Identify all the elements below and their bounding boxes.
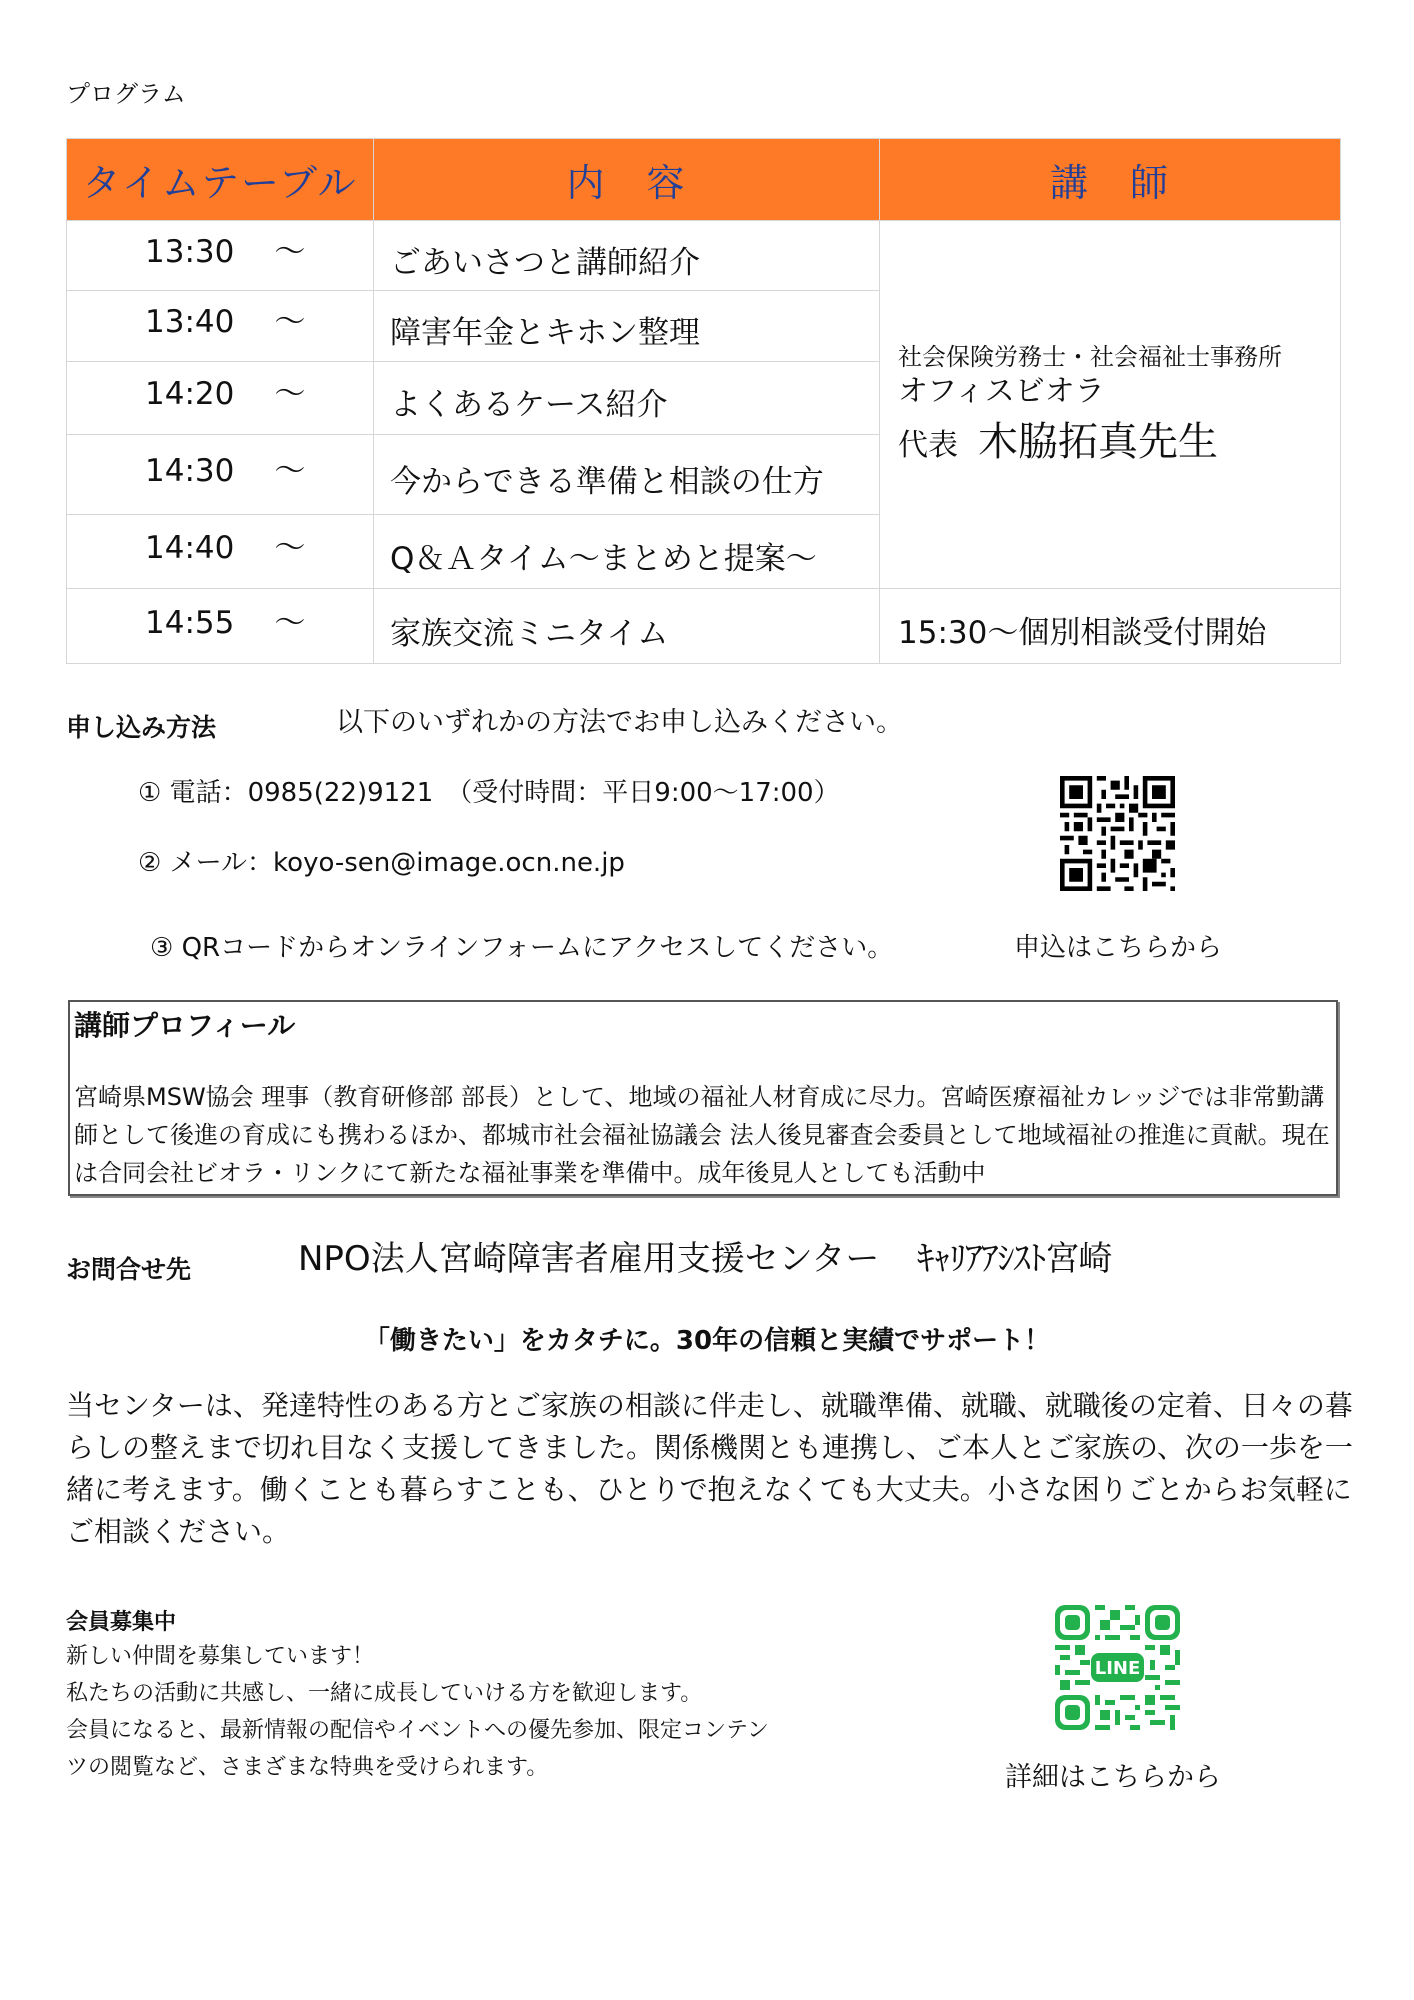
application-phone: ① 電話：0985(22)9121 （受付時間：平日9:00～17:00） — [138, 778, 840, 808]
members-text — [66, 1638, 896, 1786]
header-time: タイムテーブル — [67, 139, 374, 221]
lecturer-cell — [880, 220, 1341, 589]
members-title: 会員募集中 — [66, 1610, 177, 1635]
header-content: 内 容 — [374, 139, 880, 221]
contact-org-kana: ｷｬﾘｱｱｼｽﾄ宮崎 — [917, 1239, 1112, 1279]
application-label: 申し込み方法 — [66, 713, 217, 742]
lecturer-office: オフィスビオラ — [898, 373, 1105, 409]
profile-text: 宮崎県MSW協会 理事（教育研修部 部長）として、地域の福祉人材育成に尽力。宮崎医療福祉カレッジでは非常勤講師として後進の育成にも携わるほか、都城市社会福祉協議会 法人後見審査会委員として地域福祉の推進に貢献。現在は合同会社ビオラ・リンクにて新たな福祉事業を準備中。成年後見人としても活動中 — [74, 1083, 1330, 1187]
time-cell: 14:40 ～ — [67, 514, 374, 589]
time-cell: 14:30 ～ — [67, 435, 374, 515]
members-line: ツの閲覧など、さまざまな特典を受けられます。 — [66, 1755, 549, 1780]
table-row — [67, 589, 1341, 664]
application-mail: ② メール：koyo-sen@image.ocn.ne.jp — [138, 848, 625, 878]
contact-org-name: NPO法人宮崎障害者雇用支援センター — [298, 1239, 880, 1279]
members-line: 私たちの活動に共感し、一緒に成長していける方を歓迎します。 — [66, 1681, 703, 1706]
content-cell: 今からできる準備と相談の仕方 — [374, 435, 880, 515]
content-cell: よくあるケース紹介 — [374, 361, 880, 435]
table-row — [67, 220, 1341, 291]
content-cell: ごあいさつと講師紹介 — [374, 220, 880, 291]
contact-label: お問合せ先 — [66, 1255, 192, 1284]
time-cell: 13:30 ～ — [67, 220, 374, 291]
application-qr: ③ QRコードからオンラインフォームにアクセスしてください。 — [150, 933, 894, 963]
members-qr-caption: 詳細はこちらから — [1005, 1762, 1221, 1793]
content-cell: 障害年金とキホン整理 — [374, 291, 880, 362]
lecturer-profile-box — [68, 1000, 1338, 1196]
lecturer-org: 社会保険労務士・社会福祉士事務所 — [898, 342, 1282, 371]
lecturer-title: 代表 — [898, 428, 958, 464]
catchphrase: 「働きたい」をカタチに。30年の信頼と実績でサポート！ — [363, 1326, 1051, 1356]
members-line: 新しい仲間を募集しています！ — [66, 1644, 375, 1669]
header-lecturer: 講 師 — [880, 139, 1341, 221]
time-cell: 13:40 ～ — [67, 291, 374, 362]
center-intro: 当センターは、発達特性のある方とご家族の相談に伴走し、就職準備、就職、就職後の定着、日々の暮らしの整えまで切れ目なく支援してきました。関係機関とも連携し、ご本人とご家族の、次の一歩を一緒に考えます。働くことも暮らすことも、ひとりで抱えなくても大丈夫。小さな困りごとからお気軽にご相談ください。 — [66, 1389, 1353, 1548]
application-intro: 以下のいずれかの方法でお申し込みください。 — [336, 707, 903, 738]
program-label: プログラム — [66, 80, 186, 108]
time-cell: 14:55 ～ — [67, 589, 374, 664]
line-logo-text: LINE — [1094, 1658, 1141, 1679]
profile-title: 講師プロフィール — [74, 1009, 296, 1042]
time-cell: 14:20 ～ — [67, 361, 374, 435]
timetable — [66, 138, 1341, 664]
content-cell: Q＆Ａタイム～まとめと提案～ — [374, 514, 880, 589]
content-cell: 家族交流ミニタイム — [374, 589, 880, 664]
note-cell: 15:30～個別相談受付開始 — [880, 589, 1341, 664]
timetable-header-row — [67, 139, 1341, 221]
lecturer-name: 木脇拓真先生 — [978, 419, 1218, 466]
application-qr-caption: 申込はこちらから — [1014, 933, 1223, 963]
application-qr-code[interactable] — [1060, 776, 1175, 891]
line-qr-code[interactable] — [1055, 1605, 1180, 1730]
members-line: 会員になると、最新情報の配信やイベントへの優先参加、限定コンテン — [66, 1718, 769, 1743]
contact-org — [298, 1231, 1111, 1280]
